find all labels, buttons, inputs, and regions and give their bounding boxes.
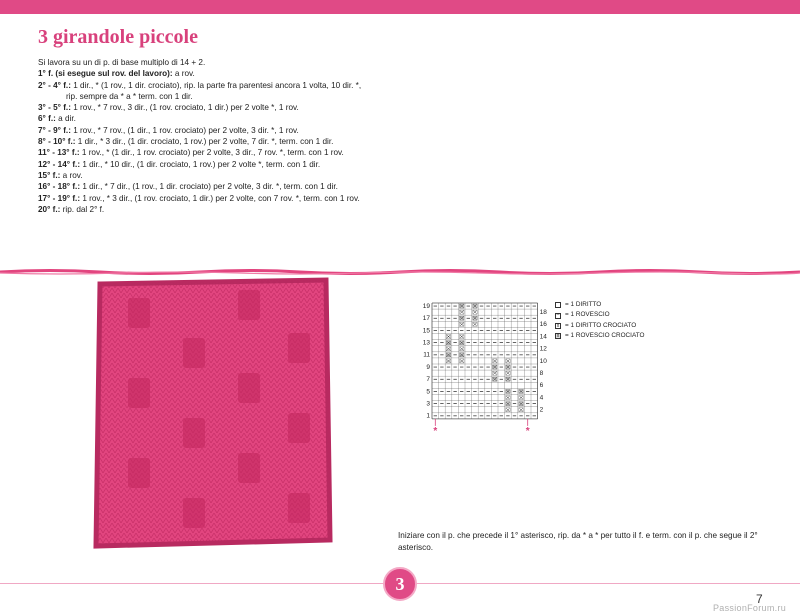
instruction-row xyxy=(38,170,558,181)
instruction-row-label: 3° - 5° f.: xyxy=(38,103,71,113)
chart-marker: * xyxy=(525,425,530,437)
chart-row-number: 15 xyxy=(422,327,430,335)
knitted-swatch-photo xyxy=(88,278,338,550)
instruction-row xyxy=(38,113,558,124)
yarn-divider xyxy=(0,268,800,276)
legend-item xyxy=(555,310,645,320)
page-number: 7 xyxy=(756,592,763,606)
legend-label: = 1 ROVESCIO xyxy=(565,311,610,319)
swatch-texture-block xyxy=(238,290,260,320)
chart-marker: * xyxy=(433,425,438,437)
instruction-row xyxy=(38,136,558,147)
instruction-row-label: 2° - 4° f.: xyxy=(38,80,71,90)
instruction-row-text: 1 dir., * 10 dir., (1 dir. crociato, 1 rov.) per 2 volte *, term. con 1 dir. xyxy=(80,159,321,169)
chart-row-number: 10 xyxy=(539,357,547,365)
legend-label: = 1 DIRITTO xyxy=(565,301,602,308)
chart-footnote: Iniziare con il p. che precede il 1° asterisco, rip. da * a * per tutto il f. e term. con il p. che segue il 2° asterisco. xyxy=(398,531,758,552)
chart-row-number: 12 xyxy=(539,345,547,353)
instruction-row-text: Si lavora su un di p. di base multiplo di 14 + 2. xyxy=(38,58,206,67)
instruction-row-label: 12° - 14° f.: xyxy=(38,159,81,169)
swatch-texture-block xyxy=(183,338,205,368)
instruction-row-text: rip. sempre da * a * term. con 1 dir. xyxy=(66,91,193,101)
chart-row-number: 17 xyxy=(422,315,430,323)
pattern-number-badge: 3 xyxy=(383,567,417,601)
instruction-row xyxy=(38,147,558,158)
instruction-row xyxy=(38,125,558,136)
chart-row-number: 11 xyxy=(423,351,430,359)
stitch-chart xyxy=(415,300,545,445)
instruction-row-label: 6° f.: xyxy=(38,114,56,124)
legend-item xyxy=(555,331,645,341)
instruction-row-text: 1 dir., * 3 dir., (1 dir. crociato, 1 rov.) per 2 volte, 7 dir. *, term. con 1 dir. xyxy=(75,137,334,147)
legend-item xyxy=(555,321,645,331)
chart-legend xyxy=(555,300,645,342)
legend-symbol-icon: – xyxy=(556,312,560,319)
swatch-texture-block xyxy=(128,458,150,488)
instruction-row-label: 8° - 10° f.: xyxy=(38,137,76,147)
swatch-texture-block xyxy=(183,498,205,528)
instruction-row-text: 1 dir., * 7 dir., (1 rov., 1 dir. crociato) per 2 volte, 3 dir. *, term. con 1 dir. xyxy=(80,182,338,192)
chart-row-number: 19 xyxy=(422,302,430,310)
swatch-texture-block xyxy=(128,298,150,328)
legend-label: = 1 DIRITTO CROCIATO xyxy=(565,321,637,329)
instruction-row xyxy=(38,91,558,102)
legend-symbol-icon xyxy=(555,302,561,308)
instruction-row-label: 15° f.: xyxy=(38,170,61,180)
instruction-row-label: 20° f.: xyxy=(38,204,61,214)
instruction-row-text: rip. dal 2° f. xyxy=(60,204,105,214)
chart-row-number: 14 xyxy=(539,333,547,341)
swatch-texture-block xyxy=(288,493,310,523)
chart-row-number: 4 xyxy=(539,394,544,402)
instruction-row-text: a dir. xyxy=(55,114,76,124)
chart-row-number: 16 xyxy=(539,321,547,329)
swatch-texture-block xyxy=(288,333,310,363)
instruction-row-label: 1° f. (si esegue sul rov. del lavoro): xyxy=(38,69,173,79)
chart-row-number: 7 xyxy=(426,376,430,384)
instruction-row-label: 16° - 18° f.: xyxy=(38,182,81,192)
top-pink-bar xyxy=(0,0,800,14)
chart-row-number: 8 xyxy=(539,369,544,377)
instruction-row-text: a rov. xyxy=(60,170,83,180)
chart-row-number: 18 xyxy=(539,308,547,316)
chart-row-number: 3 xyxy=(426,400,430,408)
instructions-block xyxy=(38,57,558,215)
instruction-row-text: 1 rov., * 7 rov., 3 dir., (1 rov. crociato, 1 dir.) per 2 volte *, 1 rov. xyxy=(70,103,299,113)
legend-symbol-icon: x xyxy=(556,332,560,339)
chart-row-number: 9 xyxy=(426,363,430,371)
chart-row-number: 2 xyxy=(539,406,544,414)
page-title: 3 girandole piccole xyxy=(38,26,198,48)
instruction-row xyxy=(38,57,558,68)
instruction-row xyxy=(38,181,558,192)
instruction-row-text: 1 rov., * 7 rov., (1 dir., 1 rov. crociato) per 2 volte, 3 dir. *, 1 rov. xyxy=(70,125,299,135)
instruction-row-text: 1 rov., * 3 dir., (1 rov. crociato, 1 dir.) per 2 volte, con 7 rov. *, term. con 1 rov. xyxy=(80,193,360,203)
instruction-row-label: 11° - 13° f.: xyxy=(38,148,80,158)
instruction-row xyxy=(38,102,558,113)
legend-label: = 1 ROVESCIO CROCIATO xyxy=(565,332,645,340)
watermark: PassionForum.ru xyxy=(713,603,787,613)
swatch-texture-block xyxy=(238,373,260,403)
instruction-row xyxy=(38,204,558,215)
instruction-row-text: 1 dir., * (1 rov., 1 dir. crociato), rip. la parte fra parentesi ancora 1 volta, 10 dir. *, xyxy=(70,80,362,90)
instruction-row xyxy=(38,159,558,170)
chart-row-number: 5 xyxy=(426,388,430,396)
swatch-texture-block xyxy=(183,418,205,448)
instruction-row xyxy=(38,68,558,79)
legend-symbol-icon: x xyxy=(556,322,560,329)
swatch-texture-block xyxy=(288,413,310,443)
chart-row-number: 1 xyxy=(426,412,430,420)
instruction-row-text: 1 rov., * (1 dir., 1 rov. crociato) per 2 volte, 3 dir., 7 rov. *, term. con 1 rov. xyxy=(79,148,344,158)
swatch-texture-block xyxy=(238,453,260,483)
instruction-row xyxy=(38,193,558,204)
chart-row-number: 13 xyxy=(422,339,430,347)
legend-item xyxy=(555,300,645,310)
swatch-texture-block xyxy=(128,378,150,408)
instruction-row xyxy=(38,80,558,91)
instruction-row-text: a rov. xyxy=(172,69,195,79)
chart-row-number: 6 xyxy=(539,382,544,390)
instruction-row-label: 17° - 19° f.: xyxy=(38,193,81,203)
instruction-row-label: 7° - 9° f.: xyxy=(38,125,71,135)
